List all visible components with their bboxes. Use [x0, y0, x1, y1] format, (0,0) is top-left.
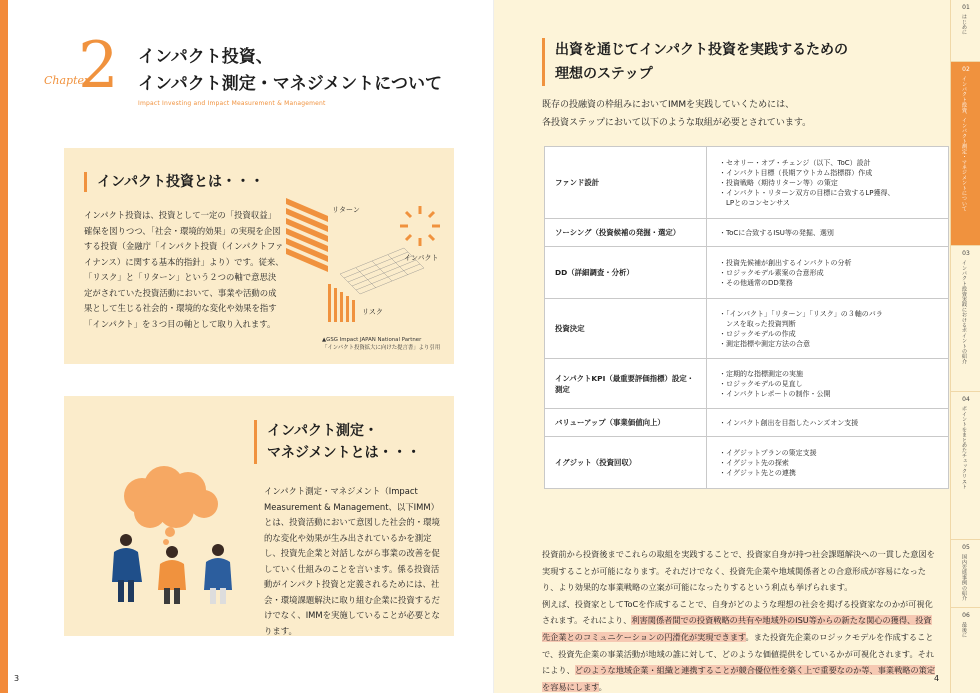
action-item: ・ロジックモデルの見直し: [719, 379, 803, 388]
table-row: [545, 359, 949, 409]
left-page: [8, 0, 494, 693]
chapter-title-line1: インパクト投資、: [138, 47, 273, 67]
table-row: [545, 437, 949, 489]
tab-chapter-05[interactable]: [951, 540, 980, 608]
action-item: ・測定指標や測定方法の合意: [719, 339, 810, 348]
tab-chapter-02[interactable]: [951, 62, 980, 246]
return-stripes-icon: [286, 198, 328, 272]
risk-label: リスク: [362, 308, 383, 316]
highlighted-text: 利害関係者間での投資戦略の共有や地域外のISU等からの新たな関心の獲得、投資先企業とのコミュニケーションの円滑化が実現できます: [542, 615, 932, 642]
chapter-tabs: [950, 0, 980, 693]
people-discussion-illustration: [92, 456, 252, 606]
action-item: ・イグジット先との連携: [719, 468, 796, 477]
tab-label: インパクト投資、インパクト測定・マネジメントについて: [961, 76, 967, 212]
chapter-title-line2: インパクト測定・マネジメントについて: [138, 74, 442, 94]
left-edge-stripe: [0, 0, 8, 693]
tab-label: はじめに: [961, 14, 967, 35]
tab-chapter-03[interactable]: [951, 246, 980, 392]
step-cell: ファンド設計: [545, 147, 707, 219]
action-item: ・定期的な指標測定の実施: [719, 369, 803, 378]
action-item: ・イグジット先の探索: [719, 458, 789, 467]
risk-bars-icon: [328, 284, 355, 322]
tab-label: インパクト投資実践におけるポイントの紹介: [961, 260, 967, 364]
body-text: 。: [598, 681, 607, 692]
step-cell: インパクトKPI（最重要評価指標）設定・測定: [545, 359, 707, 409]
person-center-icon: [158, 546, 186, 604]
action-item: LPとのコンセンサス: [719, 198, 790, 207]
action-item: ・その他通常のDD業務: [719, 278, 793, 287]
impact-investing-box: [64, 148, 454, 364]
table-row: [545, 299, 949, 359]
action-item: ンスを取った投資判断: [719, 319, 796, 328]
intro-line2: 各投資ステップにおいて以下のような取組が必要とされています。: [542, 118, 812, 128]
page-number-left: 3: [14, 674, 20, 683]
ideal-steps-heading-line1: 出資を通じてインパクト投資を実践するための: [555, 42, 849, 58]
action-item: ・インパクトレポートの制作・公開: [719, 389, 831, 398]
impact-investing-body: インパクト投資は、投資として一定の「投資収益」確保を図りつつ、「社会・環境的効果」の実現を企図する投資（金融庁「インパクト投資（インパクトファイナンス）に関する基本的指針」より）です。従来、「リスク」と「リターン」という２つの軸で意思決定がされていた投資活動において、事業や活動の成果として生じる社会的・環境的な変化や効果を指す「インパクト」を３つ目の軸として取り入れます。: [84, 210, 284, 329]
thought-cloud-icon: [124, 466, 218, 545]
impact-label: インパクト: [404, 254, 439, 262]
table-row: [545, 247, 949, 299]
action-item: ・インパクト・リターン双方の目標に合致するLP獲得、: [719, 188, 895, 197]
chapter-subtitle: Impact Investing and Impact Measurement & Management: [138, 100, 326, 107]
credit-line2: 「インパクト投資拡大に向けた提言書」より引用: [322, 345, 441, 351]
figure-credit: [322, 336, 440, 352]
imm-body: インパクト測定・マネジメント（Impact Measurement & Management、以下IMM）とは、投資活動において意図した社会的・環境的な変化や効果が生み出されているかを測定し、投資先企業と対話しながら事業の改善を促していく仕組みのことを言います。係る投資活動がインパクト投資と定義されるためには、社会・環境課題解決に取り組む企業に投資するだけでなく、IMMを実施していることが必要となります。: [264, 486, 440, 636]
action-item: ・ロジックモデル素案の合意形成: [719, 268, 824, 277]
action-item: ・ToCに合致するISU等の発掘、選別: [719, 228, 834, 237]
ideal-steps-intro: [542, 96, 811, 132]
tab-number: 02: [962, 66, 970, 73]
credit-line1: ▲GSG Impact JAPAN National Partner: [322, 337, 422, 343]
tab-chapter-06[interactable]: [951, 608, 980, 693]
actions-cell: [707, 147, 949, 219]
action-item: ・ロジックモデルの作成: [719, 329, 796, 338]
step-cell: ソーシング（投資候補の発掘・選定）: [545, 219, 707, 247]
person-right-icon: [204, 544, 232, 604]
action-item: ・インパクト目標（長期アウトカム指標群）作成: [719, 168, 873, 177]
tab-label: 国内先進事例の紹介: [961, 554, 967, 601]
ideal-steps-body: [542, 546, 938, 693]
investment-steps-table: [544, 146, 949, 489]
chapter-number: 2: [78, 29, 119, 103]
tab-number: 05: [962, 544, 970, 551]
imm-heading-line2: マネジメントとは・・・: [267, 445, 421, 461]
actions-cell: [707, 219, 949, 247]
body-text: 例えば、投資家としてToCを作成することで、自身がどのような理想の社会を掲げる投資家なのかが可視化されます。それにより、: [542, 598, 933, 626]
action-item: ・「インパクト」「リターン」「リスク」の３軸のバラ: [719, 309, 883, 318]
tab-number: 03: [962, 250, 970, 257]
action-item: ・セオリー・オブ・チェンジ（以下、ToC）設計: [719, 158, 871, 167]
action-item: ・投資戦略（期待リターン等）の策定: [719, 178, 838, 187]
imm-box: [64, 396, 454, 636]
tab-label: 最後に: [961, 622, 967, 638]
table-row: [545, 409, 949, 437]
step-cell: バリューアップ（事業価値向上）: [545, 409, 707, 437]
step-cell: DD（詳細調査・分析）: [545, 247, 707, 299]
imm-heading-line1: インパクト測定・: [267, 423, 379, 439]
tab-number: 04: [962, 396, 970, 403]
body-text: 投資前から投資後までこれらの取組を実践することで、投資家自身が持つ社会課題解決への一貫した意図を実現することが可能になります。それだけでなく、投資先企業や地域関係者との合意形成が容易になったり、より効果的な事業戦略の立案が可能になったりするという利点も挙げられます。: [542, 549, 935, 593]
return-label: リターン: [332, 206, 360, 214]
table-row: [545, 219, 949, 247]
step-cell: 投資決定: [545, 299, 707, 359]
tab-number: 06: [962, 612, 970, 619]
page-number-right: 4: [934, 674, 940, 683]
chapter-word: Chapter: [44, 74, 90, 87]
action-item: ・投資先候補が創出するインパクトの分析: [719, 258, 852, 267]
three-axis-diagram: [284, 188, 444, 328]
impact-investing-heading: インパクト投資とは・・・: [84, 172, 264, 192]
right-page: [494, 0, 950, 693]
highlighted-text: どのような地域企業・組織と連携することが競合優位性を築く上で重要なのか等、事業戦略の策定を容易にします: [542, 665, 936, 692]
person-left-icon: [112, 534, 142, 602]
body-text: 。また投資先企業のロジックモデルを作成することで、投資先企業の事業活動が地域の誰に対して、どのような価値提供をしているかが可視化されます。それにより、: [542, 631, 935, 676]
actions-cell: [707, 247, 949, 299]
tab-label: ポイントをまとめたチェックリスト: [961, 406, 967, 490]
actions-cell: [707, 437, 949, 489]
chapter-title: [138, 44, 442, 98]
actions-cell: [707, 409, 949, 437]
ideal-steps-heading: [542, 38, 848, 86]
step-cell: イグジット（投資回収）: [545, 437, 707, 489]
actions-cell: [707, 299, 949, 359]
imm-heading: [254, 420, 421, 464]
tab-chapter-04[interactable]: [951, 392, 980, 540]
table-row: [545, 147, 949, 219]
impact-burst-icon: [400, 206, 440, 246]
intro-line1: 既存の投融資の枠組みにおいてIMMを実践していくためには、: [542, 100, 795, 110]
tab-chapter-01[interactable]: [951, 0, 980, 62]
tab-number: 01: [962, 4, 970, 11]
ideal-steps-heading-line2: 理想のステップ: [555, 66, 653, 82]
actions-cell: [707, 359, 949, 409]
action-item: ・イグジットプランの策定支援: [719, 448, 817, 457]
action-item: ・インパクト創出を目指したハンズオン支援: [719, 418, 859, 427]
